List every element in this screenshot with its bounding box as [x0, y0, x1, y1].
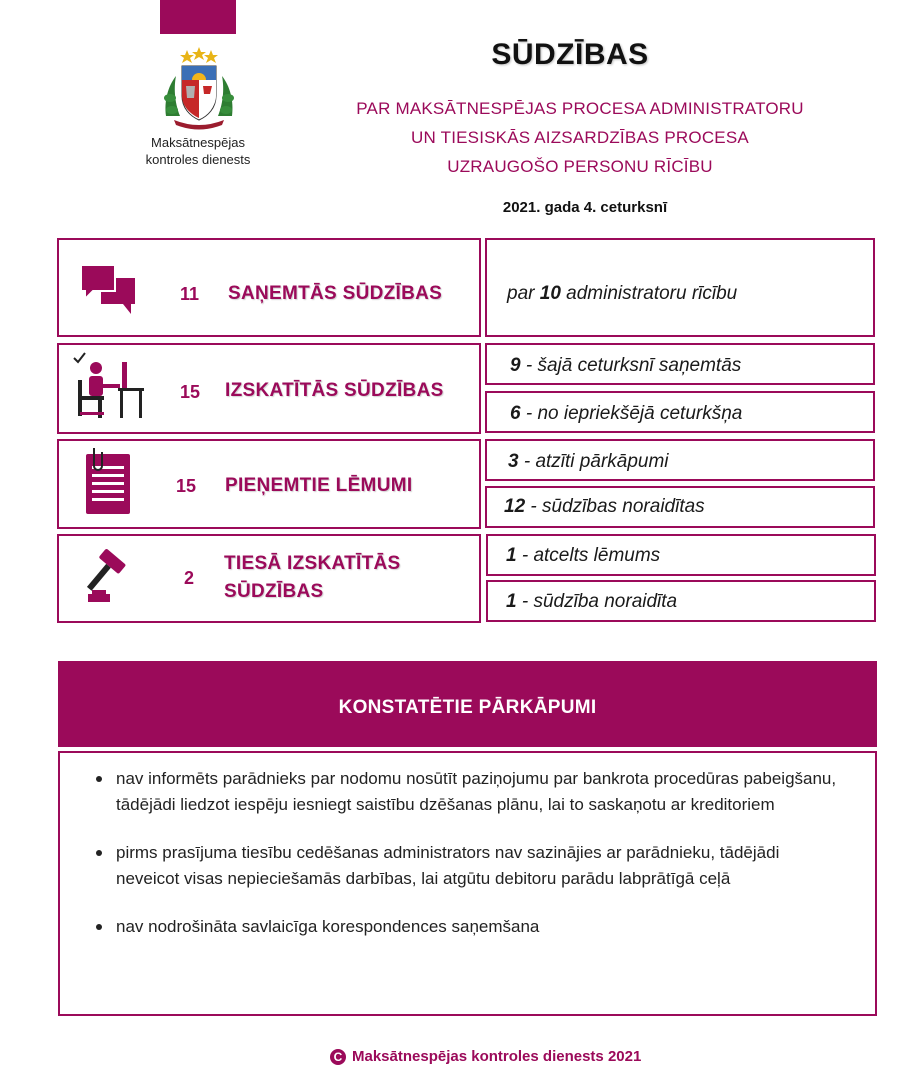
reporting-period: 2021. gada 4. ceturksnī	[502, 199, 668, 216]
list-item: pirms prasījuma tiesību cedēšanas administrators nav sazinājies ar parādnieku, tādējādi neveicot visas nepieciešamās darbības, lai atgūtu debitoru parādu labprātīgā ceļā	[96, 840, 846, 892]
detail-text: administratoru rīcību	[560, 283, 738, 304]
detail-value: 12	[504, 496, 526, 517]
document-clip-icon	[82, 446, 134, 516]
received-count: 11	[180, 284, 200, 304]
court-label-line: SŪDZĪBAS	[224, 581, 324, 602]
detail-court-annulled	[506, 545, 660, 567]
detail-value: 1	[506, 591, 517, 612]
detail-received	[507, 283, 737, 305]
person-at-desk-icon	[72, 350, 148, 426]
org-name-line2: kontroles dienests	[145, 152, 251, 167]
detail-decisions-rejected	[504, 496, 705, 518]
reviewed-count: 15	[180, 382, 201, 402]
list-item: nav informēts parādnieks par nodomu nosūtīt paziņojumu par bankrota procedūras pabeigšanu, tādējādi liedzot iespēju iesniegt saistību dzēšanas plānu, lai to saskaņotu ar kreditoriem	[96, 766, 846, 818]
findings-title: KONSTATĒTIE PĀRKĀPUMI	[338, 697, 597, 718]
subtitle-line: PAR MAKSĀTNESPĒJAS PROCESA ADMINISTRATORU	[356, 99, 804, 118]
detail-text: - šajā ceturksnī saņemtās	[520, 355, 742, 376]
received-label: SAŅEMTĀS SŪDZĪBAS	[228, 283, 443, 304]
detail-text: - no iepriekšējā ceturkšņa	[520, 403, 743, 424]
detail-value: 10	[539, 283, 561, 304]
detail-reviewed-current	[510, 355, 741, 377]
detail-value: 3	[508, 451, 519, 472]
decisions-count: 15	[176, 476, 197, 496]
org-name-line1: Maksātnespējas	[151, 135, 245, 150]
coat-of-arms-icon	[160, 46, 238, 130]
detail-court-rejected	[506, 591, 677, 613]
detail-value: 6	[510, 403, 521, 424]
detail-prefix: par	[507, 283, 540, 304]
court-label	[224, 550, 401, 606]
footer	[330, 1048, 670, 1065]
page-subtitle	[330, 94, 830, 181]
detail-text: - sūdzības noraidītas	[525, 496, 705, 517]
detail-value: 9	[510, 355, 521, 376]
list-item: nav nodrošināta savlaicīga korespondences saņemšana	[96, 914, 846, 940]
subtitle-line: UN TIESISKĀS AIZSARDZĪBAS PROCESA	[411, 128, 749, 147]
decisions-label: PIEŅEMTIE LĒMUMI	[225, 475, 413, 496]
reviewed-label: IZSKATĪTĀS SŪDZĪBAS	[225, 380, 444, 401]
organization-name	[128, 134, 268, 168]
copyright-icon: C	[330, 1049, 346, 1065]
detail-text: - atcelts lēmums	[516, 545, 661, 566]
gavel-icon	[84, 548, 142, 606]
court-label-line: TIESĀ IZSKATĪTĀS	[224, 553, 401, 574]
chat-bubbles-icon	[79, 262, 137, 316]
header-accent-bar	[160, 0, 236, 34]
page-title: SŪDZĪBAS	[491, 38, 649, 71]
footer-text: Maksātnespējas kontroles dienests 2021	[352, 1048, 642, 1065]
detail-value: 1	[506, 545, 517, 566]
detail-text: - sūdzība noraidīta	[516, 591, 678, 612]
subtitle-line: UZRAUGOŠO PERSONU RĪCĪBU	[447, 157, 713, 176]
detail-reviewed-previous	[510, 403, 742, 425]
detail-decisions-violations	[508, 451, 669, 473]
court-count: 2	[184, 568, 195, 588]
findings-list	[96, 766, 846, 962]
detail-text: - atzīti pārkāpumi	[518, 451, 669, 472]
